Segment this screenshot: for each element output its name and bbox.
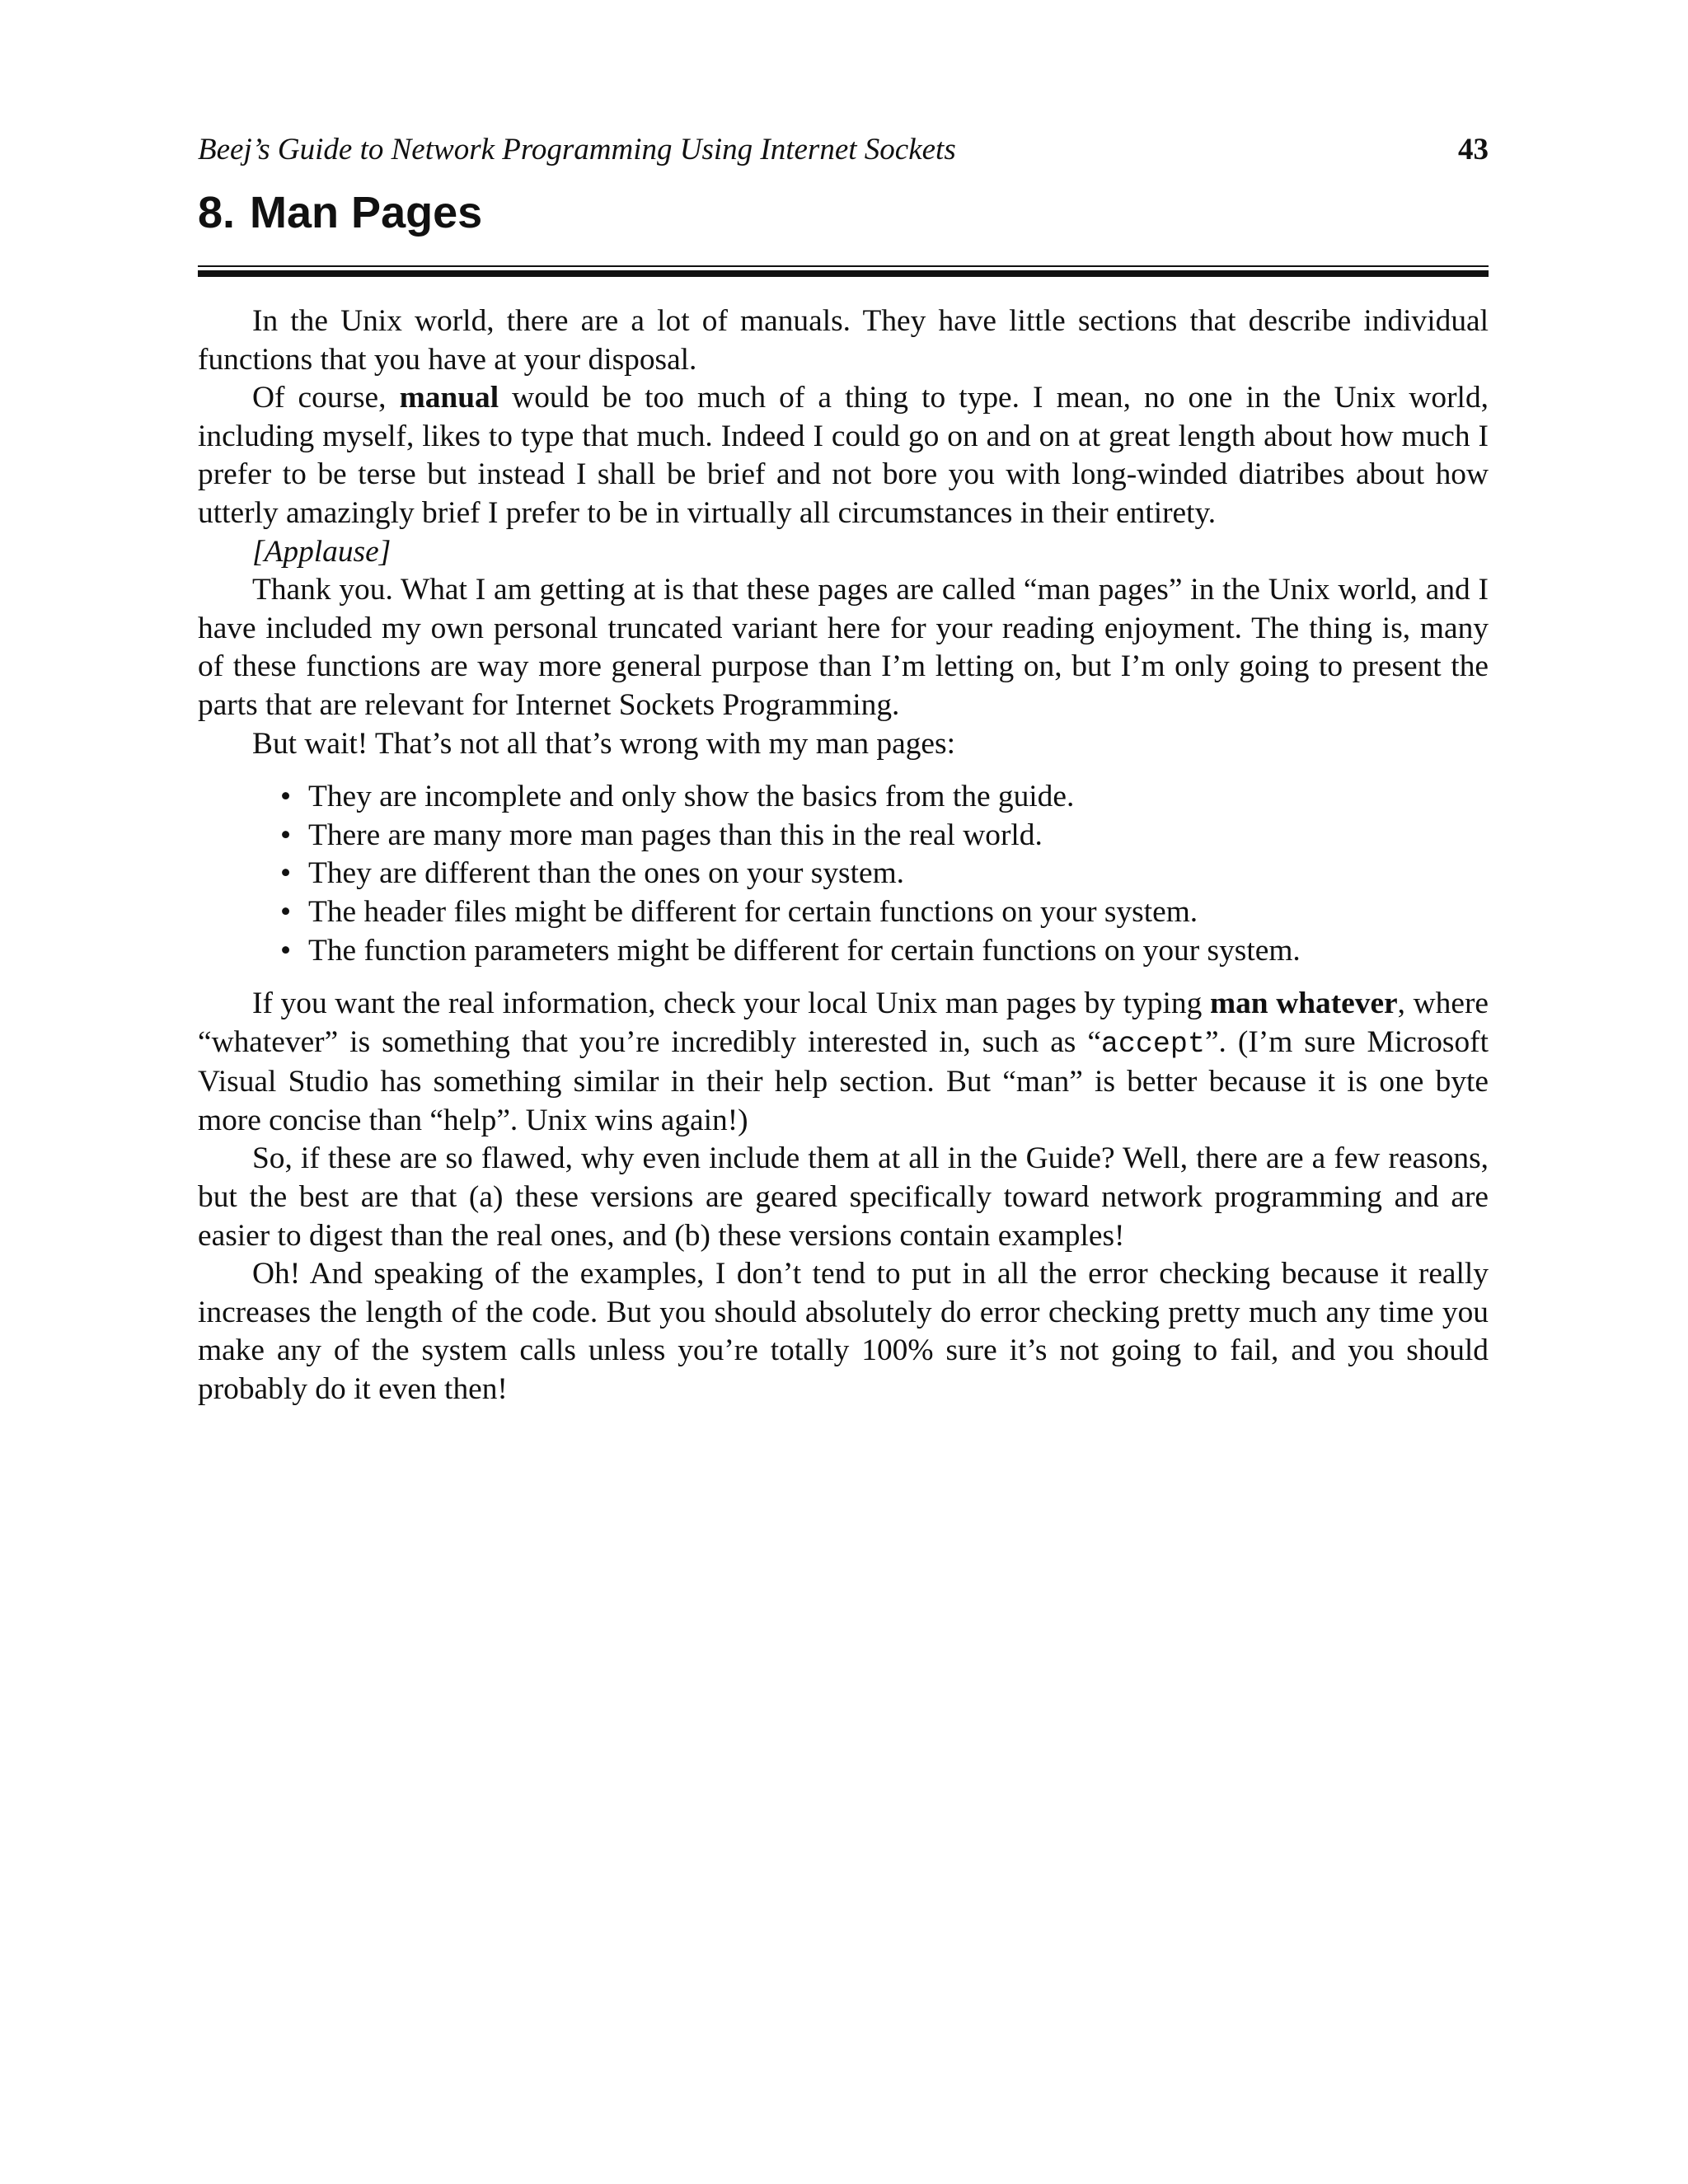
applause-text: [Applause] <box>252 534 392 569</box>
list-item-text: They are different than the ones on your system. <box>308 856 905 891</box>
list-item-text: They are incomplete and only show the basics from the guide. <box>308 780 1075 814</box>
paragraph-so-flawed <box>198 1140 1489 1255</box>
paragraph-applause <box>198 533 1489 572</box>
paragraph-real-info-middle: , where “whatever” is something that you’re incredibly interested in, such as “ <box>198 987 1489 1059</box>
list-item-text: There are many more man pages than this in the real world. <box>308 818 1043 852</box>
heading-rule-thin <box>198 265 1489 267</box>
list-item <box>280 893 1489 932</box>
paragraph-real-info <box>198 985 1489 1140</box>
bullet-icon: • <box>280 933 292 968</box>
paragraph-intro <box>198 302 1489 379</box>
paragraph-manual <box>198 379 1489 532</box>
page-number: 43 <box>1458 133 1489 166</box>
bullet-icon: • <box>280 780 292 814</box>
list-item <box>280 817 1489 855</box>
keyword-manual: manual <box>399 381 499 415</box>
running-title: Beej’s Guide to Network Programming Using Internet Sockets <box>198 133 956 166</box>
list-item <box>280 932 1489 971</box>
paragraph-real-info-before: If you want the real information, check your local Unix man pages by typing <box>252 987 1210 1021</box>
paragraph-thank-you <box>198 571 1489 724</box>
bullet-icon: • <box>280 818 292 852</box>
chapter-heading <box>198 183 482 242</box>
bullet-icon: • <box>280 856 292 891</box>
body-text <box>198 302 1489 1409</box>
bullet-icon: • <box>280 894 292 929</box>
chapter-number: 8. <box>198 188 236 237</box>
paragraph-so-flawed-text: So, if these are so flawed, why even include them at all in the Guide? Well, there are a few reasons, but the best are that (a) these versions are geared specifically toward network programming and are easier to digest than the real ones, and (b) these versions contain examples! <box>198 1141 1489 1253</box>
paragraph-intro-text: In the Unix world, there are a lot of manuals. They have little sections that describe individual functions that you have at your disposal. <box>198 304 1489 377</box>
chapter-title: Man Pages <box>250 188 483 237</box>
list-item <box>280 778 1489 817</box>
paragraph-examples-text: Oh! And speaking of the examples, I don’t tend to put in all the error checking because it really increases the length of the code. But you should absolutely do error checking pretty much any time you make any of the system calls unless you’re totally 100% sure it’s not going to fail, and you should probably do it even then! <box>198 1257 1489 1407</box>
bullet-list <box>198 778 1489 970</box>
list-item-text: The header files might be different for certain functions on your system. <box>308 894 1198 929</box>
paragraph-manual-before: Of course, <box>252 381 400 415</box>
paragraph-manual-after: would be too much of a thing to type. I mean, no one in the Unix world, including myself, likes to type that much. Indeed I could go on and on at great length about how much I prefer to be terse but instead I shall be brief and not bore you with long-winded diatribes about how utterly amazingly brief I prefer to be in virtually all circumstances in their entirety. <box>198 381 1489 530</box>
page-header <box>198 129 1489 171</box>
keyword-man-whatever: man whatever <box>1209 987 1398 1021</box>
paragraph-but-wait <box>198 725 1489 764</box>
paragraph-but-wait-text: But wait! That’s not all that’s wrong with my man pages: <box>252 726 955 761</box>
paragraph-real-info-after: ”. (I’m sure Microsoft Visual Studio has something similar in their help section. But “man” is better because it is one byte more concise than “help”. Unix wins again!) <box>198 1024 1489 1137</box>
paragraph-thank-you-text: Thank you. What I am getting at is that these pages are called “man pages” in the Unix world, and I have included my own personal truncated variant here for your reading enjoyment. The thing is, many of these functions are way more general purpose than I’m letting on, but I’m only going to present the parts that are relevant for Internet Sockets Programming. <box>198 573 1489 722</box>
paragraph-examples <box>198 1255 1489 1408</box>
list-item <box>280 855 1489 893</box>
list-item-text: The function parameters might be different for certain functions on your system. <box>308 933 1301 968</box>
heading-rule-thick <box>198 270 1489 277</box>
code-accept: accept <box>1100 1027 1205 1061</box>
